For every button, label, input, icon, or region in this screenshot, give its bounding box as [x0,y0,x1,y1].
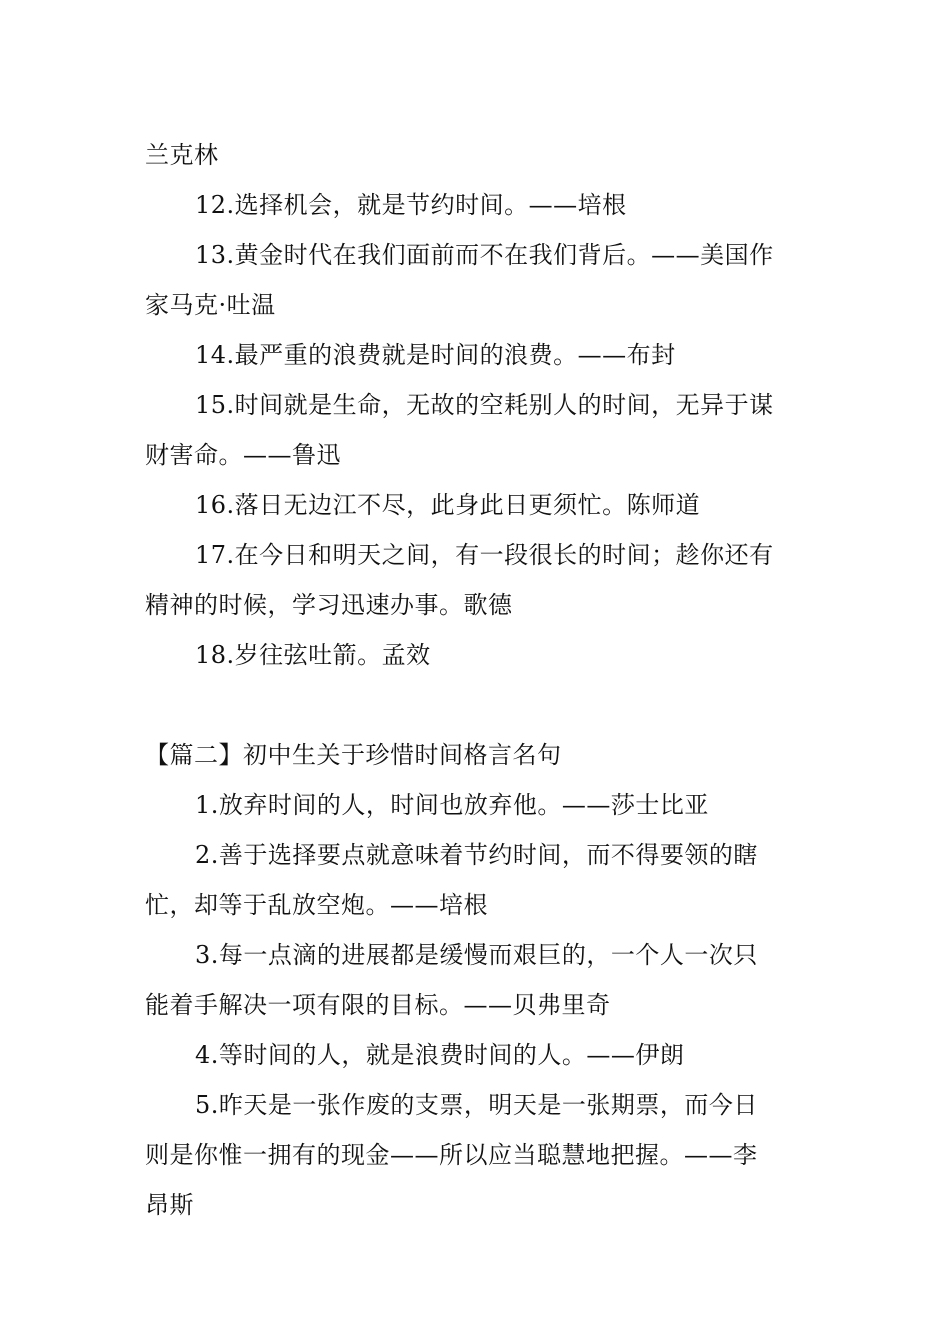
quote-line: 2.善于选择要点就意味着节约时间，而不得要领的瞎 [195,841,758,869]
quote-line: 13.黄金时代在我们面前而不在我们背后。——美国作 [195,241,774,269]
quote-line: 5.昨天是一张作废的支票，明天是一张期票，而今日 [195,1091,758,1119]
quote-line: 12.选择机会，就是节约时间。——培根 [195,191,627,219]
section-two [145,730,810,1230]
text-line: 则是你惟一拥有的现金——所以应当聪慧地把握。——李 [145,1141,758,1169]
text-line: 精神的时候，学习迅速办事。歌德 [145,591,513,619]
quote-line: 1.放弃时间的人，时间也放弃他。——莎士比亚 [195,791,709,819]
quote-line: 16.落日无边江不尽，此身此日更须忙。陈师道 [195,491,701,519]
section-gap [145,680,810,730]
text-line: 昂斯 [145,1191,194,1219]
quote-line: 18.岁往弦吐箭。孟效 [195,641,431,669]
text-line: 忙，却等于乱放空炮。——培根 [145,891,488,919]
text-line: 家马克·吐温 [145,291,276,319]
quote-line: 4.等时间的人，就是浪费时间的人。——伊朗 [195,1041,685,1069]
text-line: 兰克林 [145,141,219,169]
quote-line: 17.在今日和明天之间，有一段很长的时间；趁你还有 [195,541,774,569]
quote-line: 15.时间就是生命，无故的空耗别人的时间，无异于谋 [195,391,774,419]
document-page [145,130,810,1230]
quote-line: 3.每一点滴的进展都是缓慢而艰巨的，一个人一次只 [195,941,758,969]
text-line: 能着手解决一项有限的目标。——贝弗里奇 [145,991,611,1019]
section-one [145,130,810,680]
quote-line: 14.最严重的浪费就是时间的浪费。——布封 [195,341,676,369]
section-heading: 【篇二】初中生关于珍惜时间格言名句 [145,741,562,769]
text-line: 财害命。——鲁迅 [145,441,341,469]
